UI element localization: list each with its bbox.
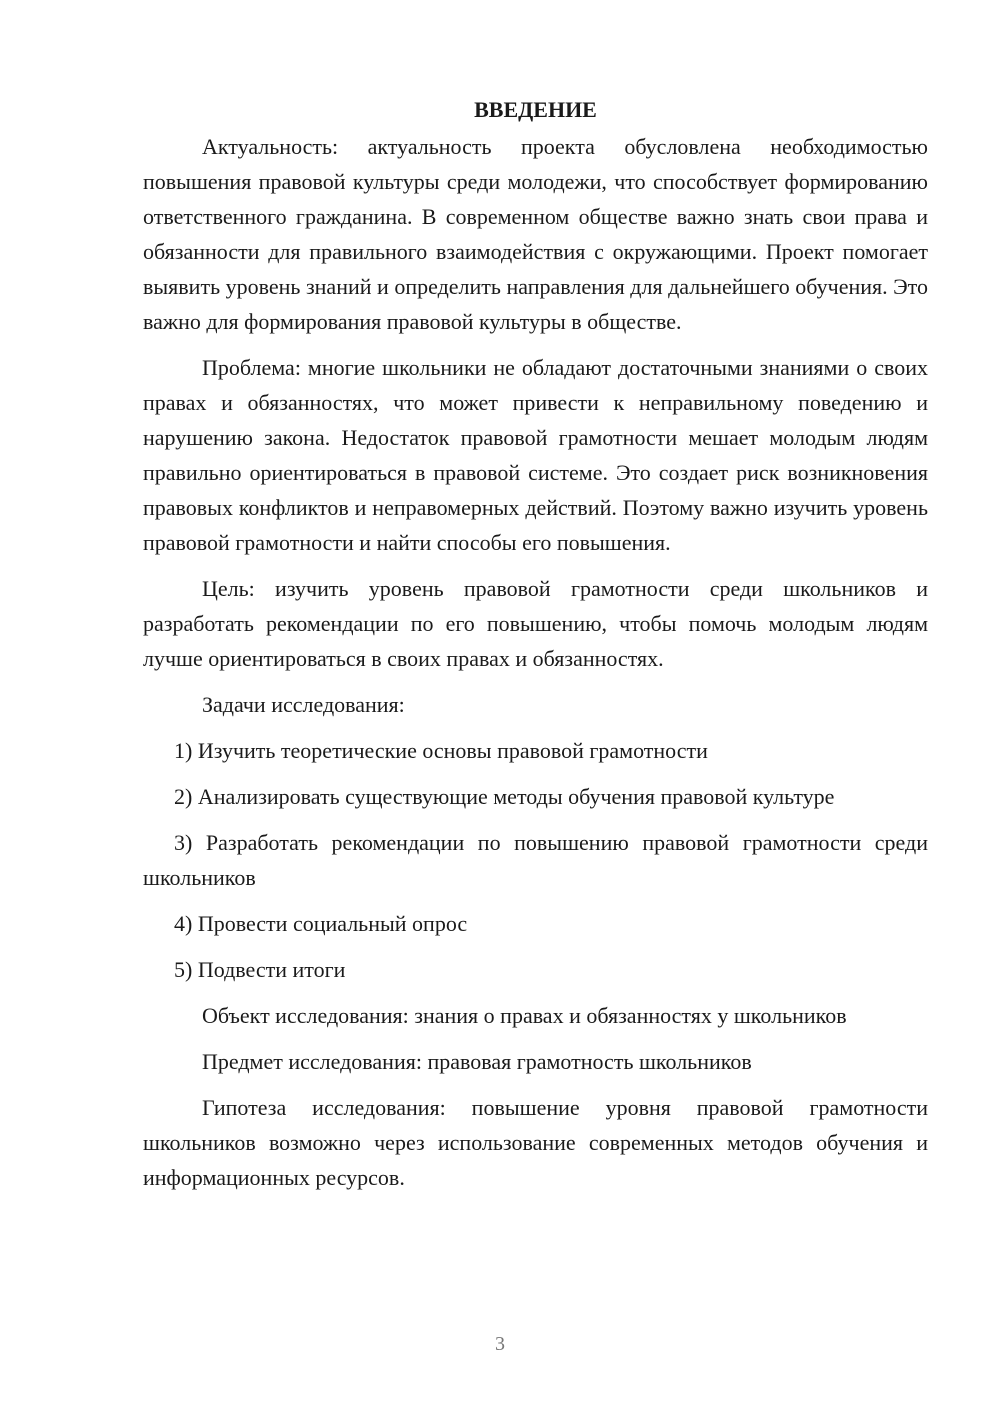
- task-item-3: 3) Разработать рекомендации по повышению правовой грамотности среди школьников: [143, 830, 928, 890]
- paragraph-hypothesis: Гипотеза исследования: повышение уровня правовой грамотности школьников возможно через использование современных методов обучения и информационных ресурсов.: [143, 1095, 928, 1190]
- paragraph-goal: Цель: изучить уровень правовой грамотности среди школьников и разработать рекомендации по его повышению, чтобы помочь молодым людям лучше ориентироваться в своих правах и обязанностях.: [143, 576, 928, 671]
- document-page: [143, 92, 928, 1206]
- paragraph-relevance: Актуальность: актуальность проекта обусловлена необходимостью повышения правовой культуры среди молодежи, что способствует формированию ответственного гражданина. В современном обществе важно знать свои права и обязанности для правильного взаимодействия с окружающими. Проект помогает выявить уровень знаний и определить направления для дальнейшего обучения. Это важно для формирования правовой культуры в обществе.: [143, 134, 928, 334]
- paragraph-tasks-heading: Задачи исследования:: [202, 692, 405, 717]
- task-item-5: 5) Подвести итоги: [174, 957, 346, 982]
- task-item-2: 2) Анализировать существующие методы обучения правовой культуре: [174, 784, 835, 809]
- paragraph-subject: Предмет исследования: правовая грамотность школьников: [202, 1049, 752, 1074]
- task-item-1: 1) Изучить теоретические основы правовой грамотности: [174, 738, 708, 763]
- section-title: ВВЕДЕНИЕ: [474, 97, 597, 122]
- page-number: 3: [495, 1333, 505, 1355]
- task-item-4: 4) Провести социальный опрос: [174, 911, 468, 936]
- paragraph-object: Объект исследования: знания о правах и обязанностях у школьников: [202, 1003, 847, 1028]
- paragraph-problem: Проблема: многие школьники не обладают достаточными знаниями о своих правах и обязанностях, что может привести к неправильному поведению и нарушению закона. Недостаток правовой грамотности мешает молодым людям правильно ориентироваться в правовой системе. Это создает риск возникновения правовых конфликтов и неправомерных действий. Поэтому важно изучить уровень правовой грамотности и найти способы его повышения.: [143, 355, 928, 555]
